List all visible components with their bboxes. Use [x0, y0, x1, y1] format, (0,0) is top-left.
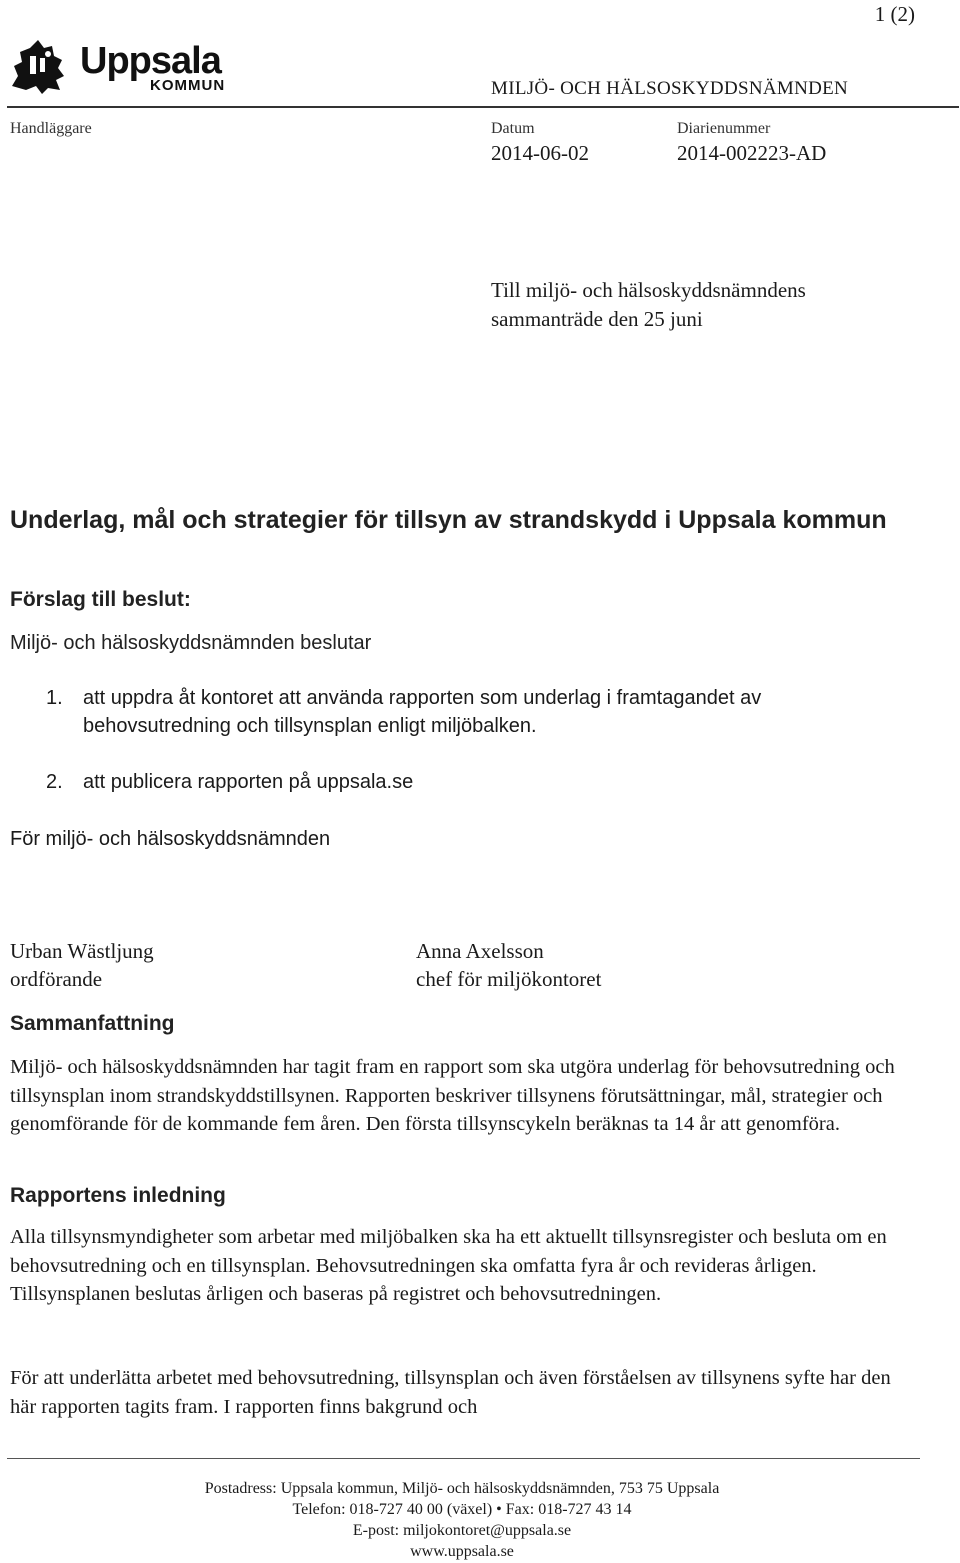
summary-heading: Sammanfattning: [10, 1012, 175, 1035]
intro-paragraph-2: För att underlätta arbetet med behovsutredning, tillsynsplan och även förståelsen av tillsynens syfte har den här rapporten tagits fram. I rapporten finns bakgrund och: [10, 1367, 891, 1418]
page-number: 1 (2): [874, 2, 915, 26]
document-title: Underlag, mål och strategier för tillsyn av strandskydd i Uppsala kommun: [10, 506, 887, 534]
decision-2-number: 2.: [46, 771, 63, 793]
handlaggare-label: Handläggare: [10, 120, 92, 137]
header-divider: [7, 106, 959, 108]
diarienummer-label: Diarienummer: [677, 120, 771, 137]
intro-paragraph-1: Alla tillsynsmyndigheter som arbetar med miljöbalken ska ha ett aktuellt tillsynsregister och besluta om en behovsutredning och en tillsynsplan. Behovsutredningen ska omfatta fyra år och revideras årligen. Tillsynsplanen beslutas årligen och baseras på registret och behovsutredningen.: [10, 1226, 887, 1305]
footer-divider: [7, 1458, 920, 1459]
logo-wordmark: Uppsala: [80, 40, 221, 82]
signature-right-name: Anna Axelsson: [416, 939, 544, 963]
decision-1-text: att uppdra åt kontoret att använda rapporten som underlag i framtagandet av behovsutredning och tillsynsplan enligt miljöbalken.: [83, 687, 762, 737]
intro-heading: Rapportens inledning: [10, 1184, 226, 1207]
footer-phone: Telefon: 018-727 40 00 (växel) • Fax: 018-727 43 14: [292, 1501, 632, 1518]
addressee-line-1: Till miljö- och hälsoskyddsnämndens: [491, 278, 806, 302]
decision-1-number: 1.: [46, 687, 63, 709]
decision-2-text: att publicera rapporten på uppsala.se: [83, 771, 414, 793]
signature-right-role: chef för miljökontoret: [416, 967, 602, 991]
committee-name: MILJÖ- OCH HÄLSOSKYDDSNÄMNDEN: [491, 78, 849, 99]
signature-right: [416, 937, 601, 993]
summary-text: Miljö- och hälsoskyddsnämnden har tagit fram en rapport som ska utgöra underlag för behovsutredning och tillsynsplan inom strandskyddstillsynen. Rapporten beskriver tillsynens förutsättningar, mål, strategier och genomförande för de kommande fem åren. Den första tillsynscykeln beräknas ta 14 år att genomföra.: [10, 1056, 895, 1135]
proposal-heading: Förslag till beslut:: [10, 588, 191, 611]
signature-left-role: ordförande: [10, 967, 103, 991]
for-committee-line: För miljö- och hälsoskyddsnämnden: [10, 828, 331, 850]
signature-left: [10, 937, 154, 993]
signature-left-name: Urban Wästljung: [10, 939, 154, 963]
proposal-intro: Miljö- och hälsoskyddsnämnden beslutar: [10, 632, 372, 654]
diarienummer-value: 2014-002223-AD: [677, 141, 827, 165]
footer-address: Postadress: Uppsala kommun, Miljö- och hälsoskyddsnämnden, 753 75 Uppsala: [204, 1480, 720, 1497]
footer-website: www.uppsala.se: [410, 1543, 514, 1560]
footer-email: E-post: miljokontoret@uppsala.se: [352, 1522, 572, 1539]
logo-subtitle: KOMMUN: [150, 77, 226, 94]
datum-label: Datum: [491, 120, 535, 137]
datum-value: 2014-06-02: [491, 141, 589, 165]
uppsala-kommun-logo: [8, 36, 268, 98]
addressee-block: [491, 276, 806, 334]
addressee-line-2: sammanträde den 25 juni: [491, 307, 703, 331]
